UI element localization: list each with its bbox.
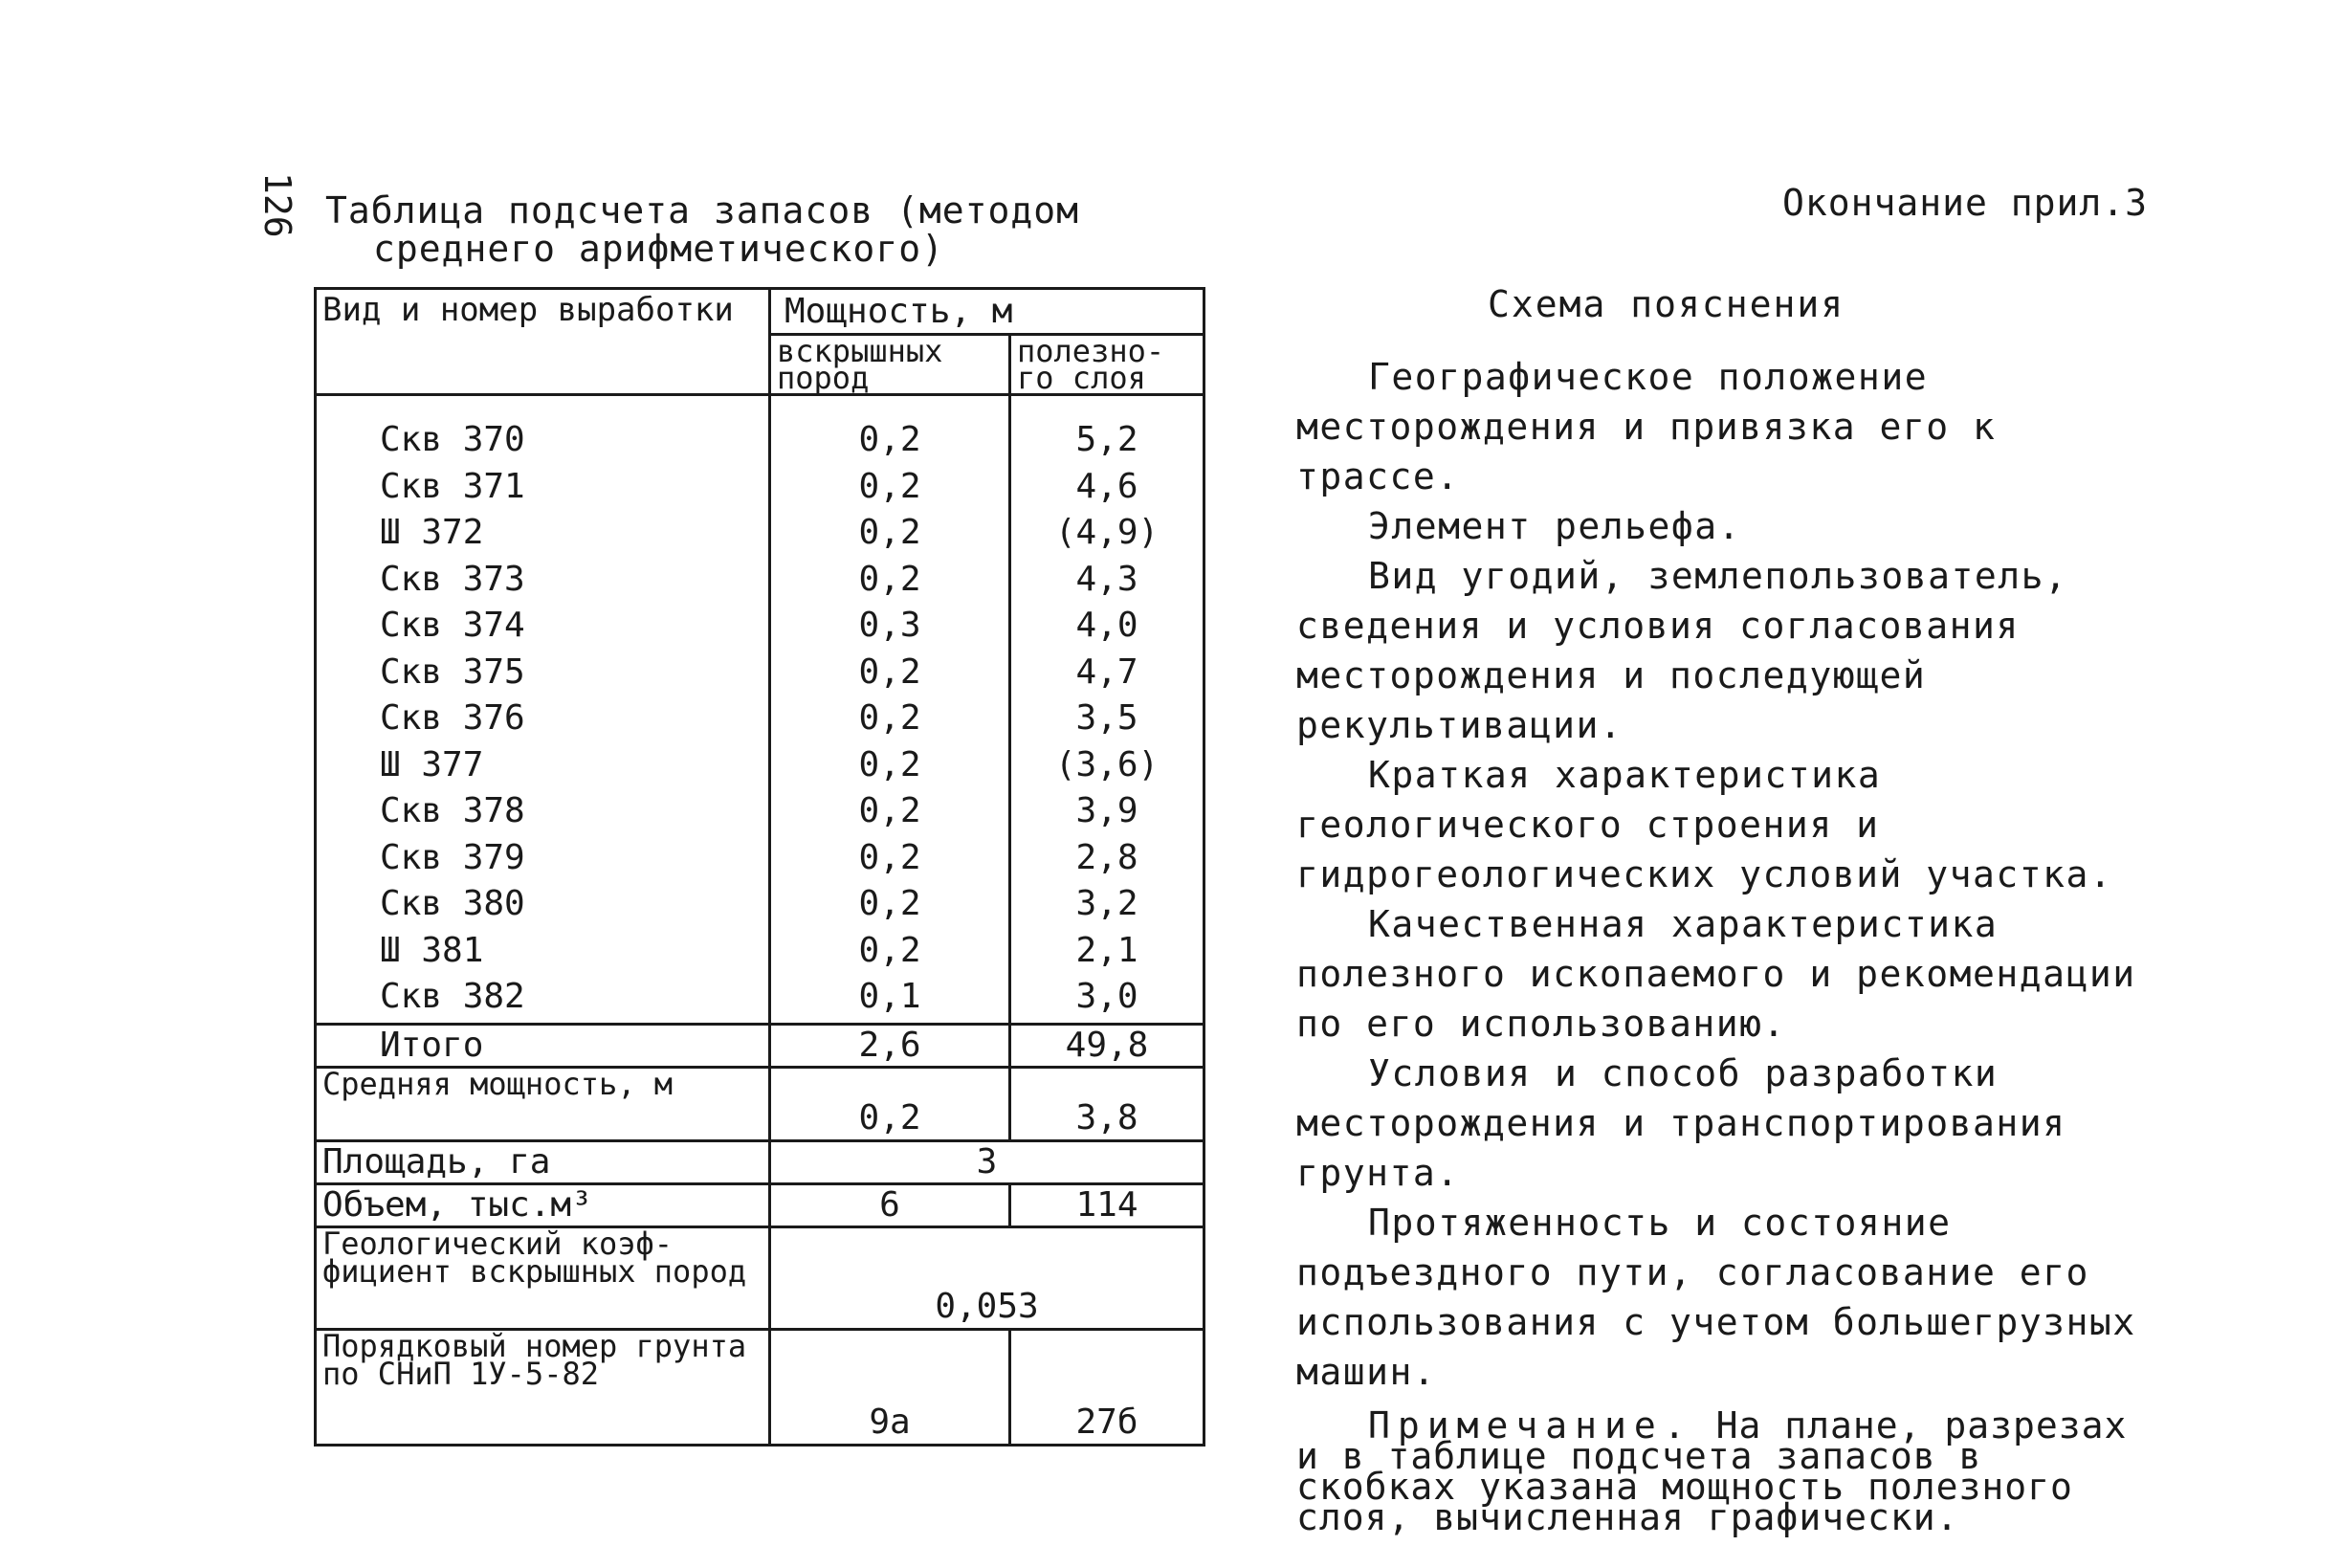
overburden-value: 0,2 (858, 559, 921, 599)
volume-label: Объем, тыс.м³ (316, 1183, 770, 1226)
working-name: Скв 379 (380, 837, 525, 877)
volume-overburden: 6 (770, 1183, 1010, 1226)
explanation-column (1296, 182, 2157, 1538)
explanation-paragraph: Условия и способ разработки месторождения и транспортирования грунта. (1296, 1052, 2066, 1194)
header-overburden: вскрышных пород (770, 335, 1010, 395)
useful-value: (4,9) (1054, 513, 1160, 552)
working-name: Скв 376 (380, 698, 525, 738)
soil-number-overburden: 9а (770, 1329, 1010, 1445)
total-overburden: 2,6 (770, 1024, 1010, 1067)
note (1296, 1404, 2157, 1538)
useful-value: 3,0 (1075, 977, 1138, 1016)
useful-value: 4,3 (1075, 559, 1138, 599)
working-name: Скв 380 (380, 884, 525, 923)
useful-layer-column (1010, 395, 1204, 1025)
average-row (316, 1067, 1204, 1140)
page-number: 126 (256, 172, 298, 238)
average-useful: 3,8 (1010, 1067, 1204, 1140)
area-label: Площадь, га (316, 1140, 770, 1183)
total-row (316, 1024, 1204, 1067)
header-useful-layer: полезно- го слоя (1010, 335, 1204, 395)
average-label: Средняя мощность, м (316, 1067, 770, 1140)
working-name: Скв 370 (380, 420, 525, 459)
working-names-column (316, 395, 770, 1025)
soil-number-row (316, 1329, 1204, 1445)
note-text: На плане, разрезах и в таблице подсчета запасов в скобках указана мощность полезного слоя, вычисленная графически. (1296, 1404, 2128, 1538)
useful-value: 4,6 (1075, 466, 1138, 506)
overburden-value: 0,2 (858, 420, 921, 459)
appendix-ending-label: Окончание прил.3 (1781, 182, 2148, 224)
scheme-title: Схема пояснения (1488, 283, 1845, 325)
working-name: Скв 378 (380, 791, 525, 830)
coefficient-row (316, 1226, 1204, 1329)
total-useful: 49,8 (1010, 1024, 1204, 1067)
coefficient-value: 0,053 (770, 1226, 1204, 1329)
explanation-paragraph: Вид угодий, землепользователь, сведения и условия согласования месторождения и последующей рекультивации. (1296, 555, 2068, 746)
volume-row (316, 1183, 1204, 1226)
working-name: Ш 377 (380, 744, 484, 784)
overburden-value: 0,2 (858, 791, 921, 830)
overburden-value: 0,2 (858, 884, 921, 923)
volume-useful: 114 (1010, 1183, 1204, 1226)
working-name: Скв 382 (380, 977, 525, 1016)
overburden-value: 0,2 (858, 466, 921, 506)
useful-value: 3,9 (1075, 791, 1138, 830)
area-row (316, 1140, 1204, 1183)
soil-number-label: Порядковый номер грунта по СНиП 1У-5-82 (316, 1329, 770, 1445)
useful-value: 4,0 (1075, 606, 1138, 645)
useful-value: 2,8 (1075, 837, 1138, 877)
working-name: Скв 375 (380, 651, 525, 692)
overburden-value: 0,2 (858, 837, 921, 877)
header-thickness: Мощность, м (770, 289, 1204, 335)
working-name: Скв 371 (380, 466, 525, 506)
header-working-type: Вид и номер выработки (316, 289, 770, 395)
working-name: Скв 373 (380, 559, 525, 599)
table-header-row (316, 289, 1204, 335)
explanation-paragraph: Краткая характеристика геологического строения и гидрогеологических условий участка. (1296, 754, 2113, 895)
useful-value: 4,7 (1075, 651, 1138, 692)
useful-value: 3,5 (1075, 698, 1138, 738)
useful-value: 3,2 (1075, 884, 1138, 923)
note-label: Примечание. (1368, 1404, 1693, 1447)
working-name: Ш 381 (380, 930, 484, 970)
overburden-value: 0,2 (858, 930, 921, 970)
table-title-line-2: среднего арифметического) (373, 228, 944, 270)
area-value: 3 (770, 1140, 1204, 1183)
overburden-value: 0,2 (858, 698, 921, 738)
explanation-paragraph: Географическое положение месторождения и привязка его к трассе. (1296, 356, 1997, 497)
total-label: Итого (316, 1024, 770, 1067)
table-title-line-1: Таблица подсчета запасов (методом (325, 189, 1079, 232)
average-overburden: 0,2 (770, 1067, 1010, 1140)
useful-value: 5,2 (1075, 420, 1138, 459)
overburden-value: 0,2 (858, 651, 921, 692)
overburden-value: 0,2 (858, 744, 921, 784)
useful-value: (3,6) (1054, 744, 1160, 784)
soil-number-useful: 27б (1010, 1329, 1204, 1445)
table-title (325, 191, 1079, 268)
overburden-value: 0,2 (858, 513, 921, 552)
overburden-column (770, 395, 1010, 1025)
reserves-table (314, 287, 1205, 1447)
explanation-paragraph: Элемент рельефа. (1368, 505, 1742, 547)
useful-value: 2,1 (1075, 930, 1138, 970)
working-name: Скв 374 (380, 606, 525, 645)
overburden-value: 0,3 (858, 606, 921, 645)
explanation-paragraph: Протяженность и состояние подъездного пути, согласование его использования с учетом большегрузных машин. (1296, 1202, 2136, 1393)
explanation-paragraph: Качественная характеристика полезного ископаемого и рекомендации по его использованию. (1296, 903, 2136, 1045)
table-body-row (316, 395, 1204, 1025)
overburden-value: 0,1 (858, 977, 921, 1016)
working-name: Ш 372 (380, 513, 484, 552)
coefficient-label: Геологический коэф- фициент вскрышных пород (316, 1226, 770, 1329)
